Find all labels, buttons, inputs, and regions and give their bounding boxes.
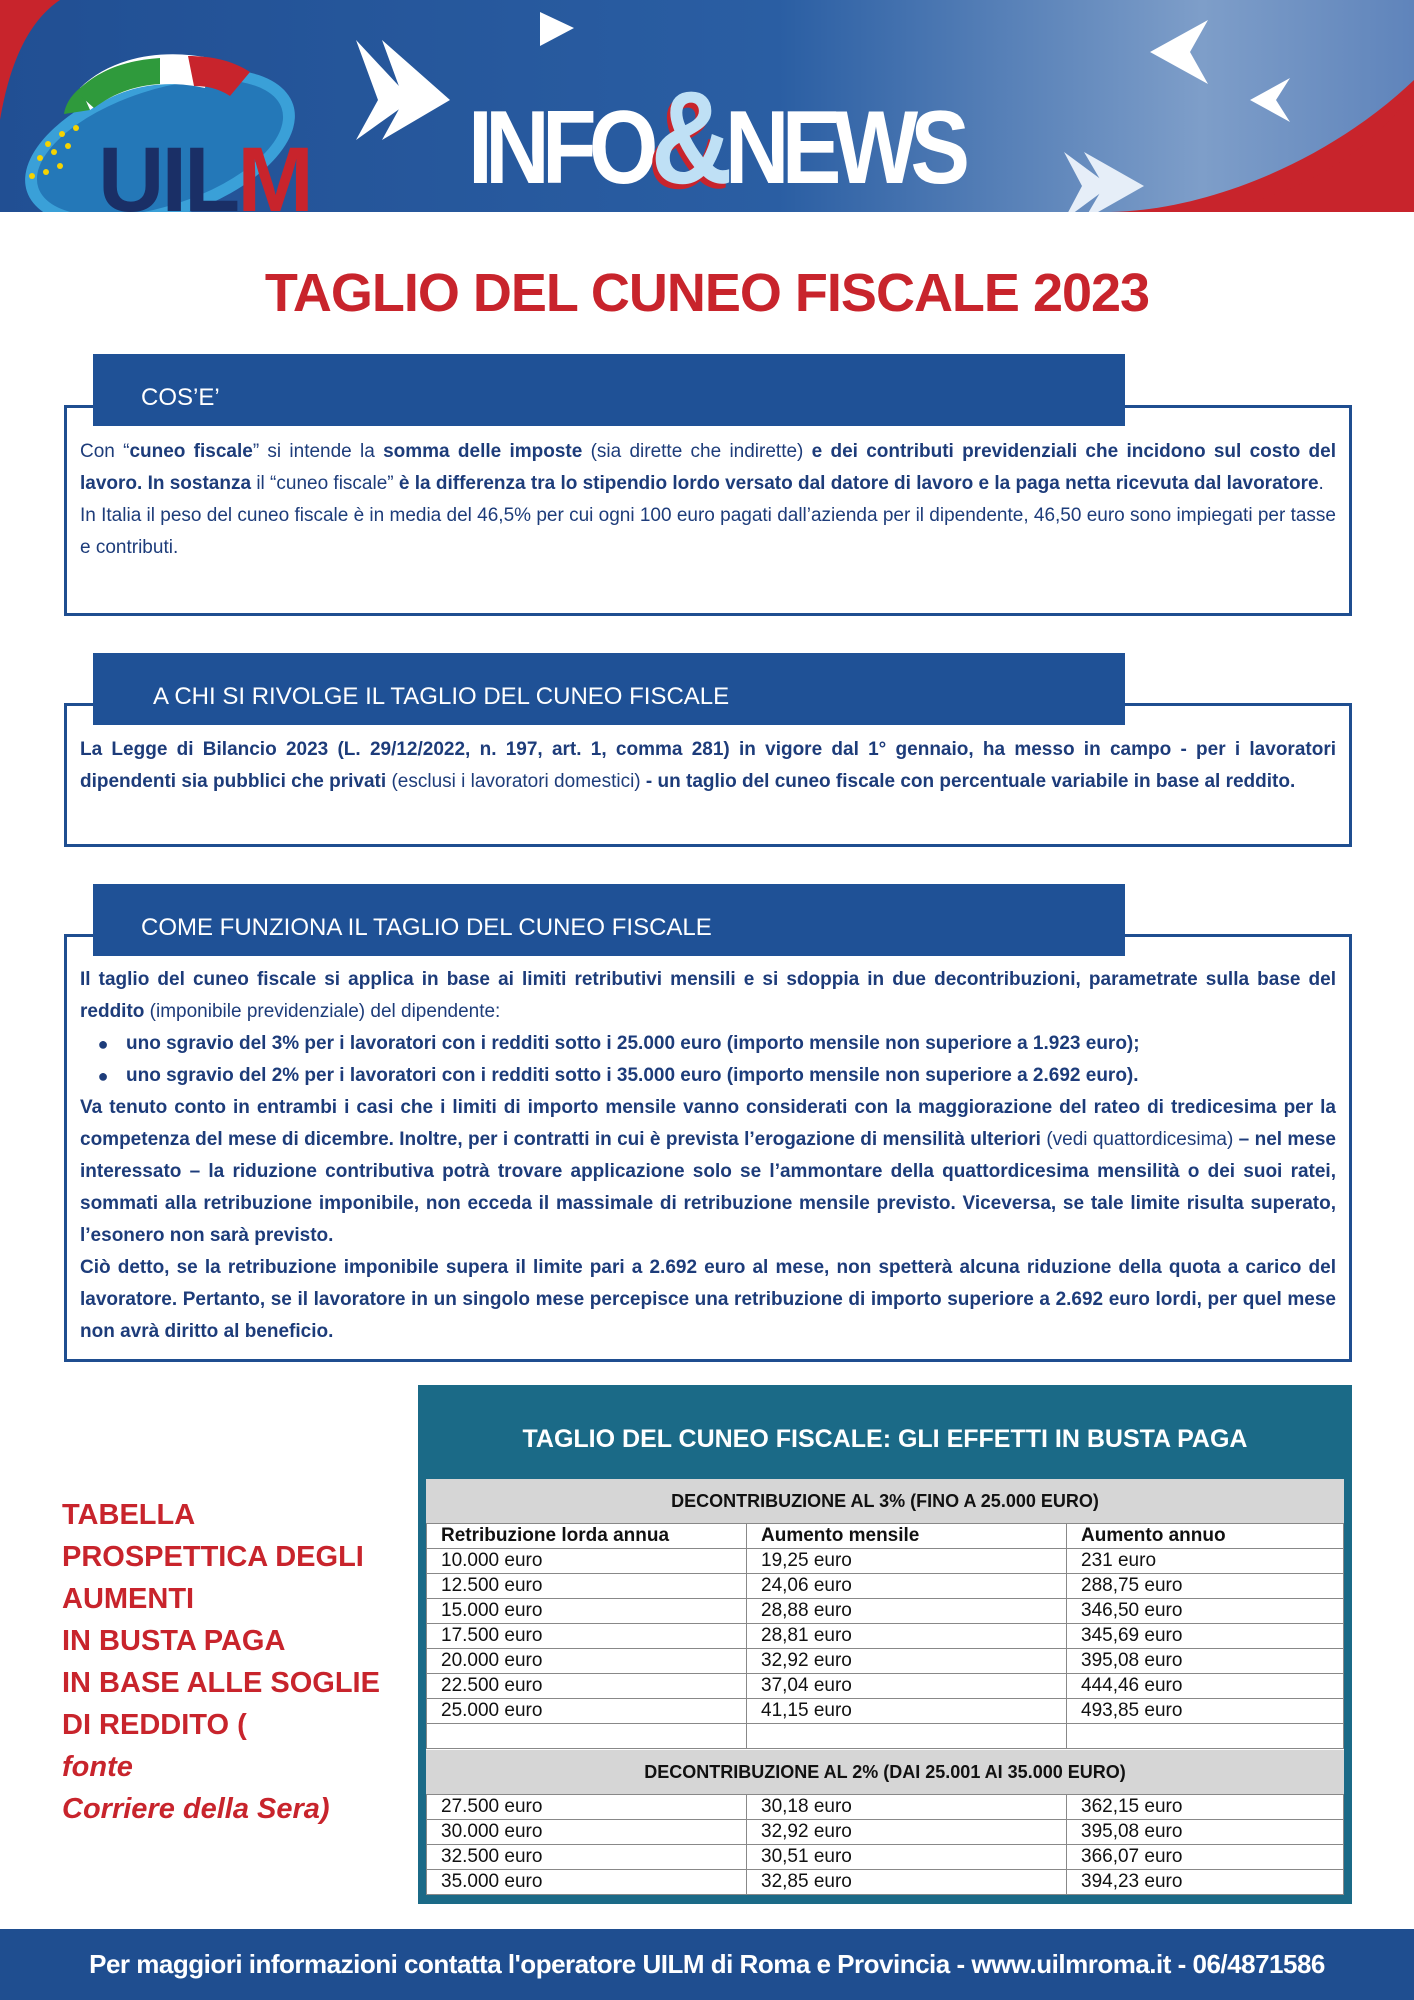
table-cell: 395,08 euro <box>1067 1649 1344 1674</box>
table-cell: 27.500 euro <box>427 1795 747 1820</box>
table-row <box>427 1624 1344 1649</box>
table-cell: 30.000 euro <box>427 1820 747 1845</box>
table-row <box>427 1674 1344 1699</box>
table-cell: 28,81 euro <box>747 1624 1067 1649</box>
text-segment: Il taglio del cuneo fiscale si applica in base ai limiti retributivi mensili e si sdoppia in due decontribuzioni, parametrate sulla base del reddito <box>80 969 1336 1022</box>
table-cell <box>427 1724 747 1749</box>
table-cell: 10.000 euro <box>427 1549 747 1574</box>
text-segment: La Legge di Bilancio 2023 (L. 29/12/2022, n. 197, art. 1, comma 281) in vigore dal 1° gennaio, ha messo in campo - per i lavoratori dipendenti sia pubblici che privati <box>80 739 1336 792</box>
text-segment: (esclusi i lavoratori domestici) <box>386 771 646 792</box>
text-segment: cuneo fiscale <box>129 441 253 462</box>
table-row <box>427 1795 1344 1820</box>
info-news-brand: INFO&NEWS <box>468 64 963 211</box>
table-cell: 32,92 euro <box>747 1820 1067 1845</box>
section-come-funziona-heading: COME FUNZIONA IL TAGLIO DEL CUNEO FISCALE <box>93 884 1125 956</box>
table-cell: 366,07 euro <box>1067 1845 1344 1870</box>
logo-wordmark: UILM <box>98 129 311 212</box>
text-segment: . <box>1318 473 1324 494</box>
band-3-percent: DECONTRIBUZIONE AL 3% (FINO A 25.000 EURO) <box>426 1479 1344 1523</box>
table-header-row <box>427 1524 1344 1549</box>
table-cell: 35.000 euro <box>427 1870 747 1895</box>
table-cell: 37,04 euro <box>747 1674 1067 1699</box>
table-row <box>427 1820 1344 1845</box>
text-segment: è la differenza tra lo stipendio lordo versato dal datore di lavoro e la paga netta ricevuta dal lavoratore <box>398 473 1319 494</box>
table-cell: 32,92 euro <box>747 1649 1067 1674</box>
table-body <box>426 1479 1344 1894</box>
table-cell: 30,51 euro <box>747 1845 1067 1870</box>
footer-contact: Per maggiori informazioni contatta l'operatore UILM di Roma e Provincia - www.uilmroma.it - 06/4871586 <box>0 1929 1414 2000</box>
text-segment: e dei contributi previdenziali che incidono sul costo del lavoro. In sostanza <box>80 441 1336 494</box>
table-cell: 20.000 euro <box>427 1649 747 1674</box>
table-cell: 41,15 euro <box>747 1699 1067 1724</box>
table-cell: 30,18 euro <box>747 1795 1067 1820</box>
text-segment: il “cuneo fiscale” <box>251 473 399 494</box>
table-title: TAGLIO DEL CUNEO FISCALE: GLI EFFETTI IN BUSTA PAGA <box>522 1425 1248 1453</box>
table-cell <box>747 1724 1067 1749</box>
table-cell <box>1067 1724 1344 1749</box>
table-row-empty <box>427 1724 1344 1749</box>
band-2-percent: DECONTRIBUZIONE AL 2% (DAI 25.001 AI 35.000 EURO) <box>426 1750 1344 1794</box>
text-segment: (vedi quattordicesima) <box>1040 1129 1239 1150</box>
table-row <box>427 1845 1344 1870</box>
section-cos-e-heading: COS’E’ <box>93 354 1125 426</box>
bullet-item-2: ● uno sgravio del 2% per i lavoratori con i redditi sotto i 35.000 euro (importo mensile non superiore a 2.692 euro). <box>97 1065 1139 1086</box>
table-cell: 346,50 euro <box>1067 1599 1344 1624</box>
text-segment: somma delle imposte <box>383 441 583 462</box>
a-chi-paragraph <box>80 734 1336 798</box>
table-cell: 32.500 euro <box>427 1845 747 1870</box>
text-segment: Va tenuto conto in entrambi i casi che i limiti di importo mensile vanno considerati con la maggiorazione del rateo di tredicesima per la competenza del mese di dicembre. Inoltre, per i contratti in cui è prevista l’erogazione di mensilità ulteriori <box>80 1097 1336 1150</box>
come-funziona-paragraph-3: Ciò detto, se la retribuzione imponibile supera il limite pari a 2.692 euro al mese, non spetterà alcuna riduzione della quota a carico del lavoratore. Pertanto, se il lavoratore in un singolo mese percepisce una retribuzione di importo superiore a 2.692 euro lordi, per quel mese non avrà diritto al beneficio. <box>80 1257 1336 1342</box>
table-row <box>427 1549 1344 1574</box>
table-side-label: TABELLA PROSPETTICA DEGLI AUMENTI IN BUSTA PAGA IN BASE ALLE SOGLIE DI REDDITO ( fonte Corriere della Sera) <box>62 1499 380 1825</box>
table-cell: 231 euro <box>1067 1549 1344 1574</box>
bullet-item-1: ● uno sgravio del 3% per i lavoratori con i redditi sotto i 25.000 euro (importo mensile non superiore a 1.923 euro); <box>97 1033 1140 1054</box>
table-cell: 15.000 euro <box>427 1599 747 1624</box>
table-row <box>427 1574 1344 1599</box>
text-segment: Con “ <box>80 441 130 462</box>
text-segment: - un taglio del cuneo fiscale con percentuale variabile in base al reddito. <box>645 771 1296 792</box>
cos-e-paragraph-1 <box>80 436 1336 500</box>
table-cell: 32,85 euro <box>747 1870 1067 1895</box>
table-cell: 17.500 euro <box>427 1624 747 1649</box>
table-cell: 444,46 euro <box>1067 1674 1344 1699</box>
table-3-percent <box>426 1523 1344 1749</box>
text-segment: – nel mese interessato – la riduzione contributiva potrà trovare applicazione solo se l’ammontare della quattordicesima mensilità o dei suoi ratei, sommati alla retribuzione imponibile, non ecceda il massimale di retribuzione mensile previsto. Viceversa, se tale limite risulta superato, l’esonero non sarà previsto. <box>80 1129 1336 1246</box>
col-header-lorda: Retribuzione lorda annua <box>427 1524 747 1549</box>
table-row <box>427 1599 1344 1624</box>
come-funziona-paragraph-1 <box>80 964 1336 1028</box>
col-header-mensile: Aumento mensile <box>747 1524 1067 1549</box>
table-cell: 28,88 euro <box>747 1599 1067 1624</box>
section-come-funziona-text <box>80 964 1336 1348</box>
table-cell: 12.500 euro <box>427 1574 747 1599</box>
table-cell: 345,69 euro <box>1067 1624 1344 1649</box>
section-a-chi-heading: A CHI SI RIVOLGE IL TAGLIO DEL CUNEO FISCALE <box>93 653 1125 725</box>
table-cell: 24,06 euro <box>747 1574 1067 1599</box>
table-row <box>427 1699 1344 1724</box>
table-cell: 493,85 euro <box>1067 1699 1344 1724</box>
cos-e-paragraph-2: In Italia il peso del cuneo fiscale è in media del 46,5% per cui ogni 100 euro pagati dall’azienda per il dipendente, 46,50 euro sono impiegati per tasse e contributi. <box>80 505 1336 558</box>
text-segment: (imponibile previdenziale) del dipendente: <box>144 1001 501 1022</box>
table-row <box>427 1870 1344 1895</box>
table-2-percent <box>426 1794 1344 1895</box>
text-segment: (sia dirette che indirette) <box>582 441 812 462</box>
table-cell: 22.500 euro <box>427 1674 747 1699</box>
table-cell: 288,75 euro <box>1067 1574 1344 1599</box>
text-segment: ” si intende la <box>252 441 384 462</box>
section-a-chi-text <box>80 734 1336 798</box>
table-cell: 19,25 euro <box>747 1549 1067 1574</box>
page-title: TAGLIO DEL CUNEO FISCALE 2023 <box>264 263 1150 323</box>
section-cos-e-text <box>80 436 1336 564</box>
table-row <box>427 1649 1344 1674</box>
col-header-annuo: Aumento annuo <box>1067 1524 1344 1549</box>
table-cell: 362,15 euro <box>1067 1795 1344 1820</box>
table-cell: 395,08 euro <box>1067 1820 1344 1845</box>
table-cell: 394,23 euro <box>1067 1870 1344 1895</box>
table-cell: 25.000 euro <box>427 1699 747 1724</box>
come-funziona-paragraph-2 <box>80 1092 1336 1252</box>
effects-table <box>418 1385 1352 1904</box>
header-banner <box>0 0 1414 212</box>
